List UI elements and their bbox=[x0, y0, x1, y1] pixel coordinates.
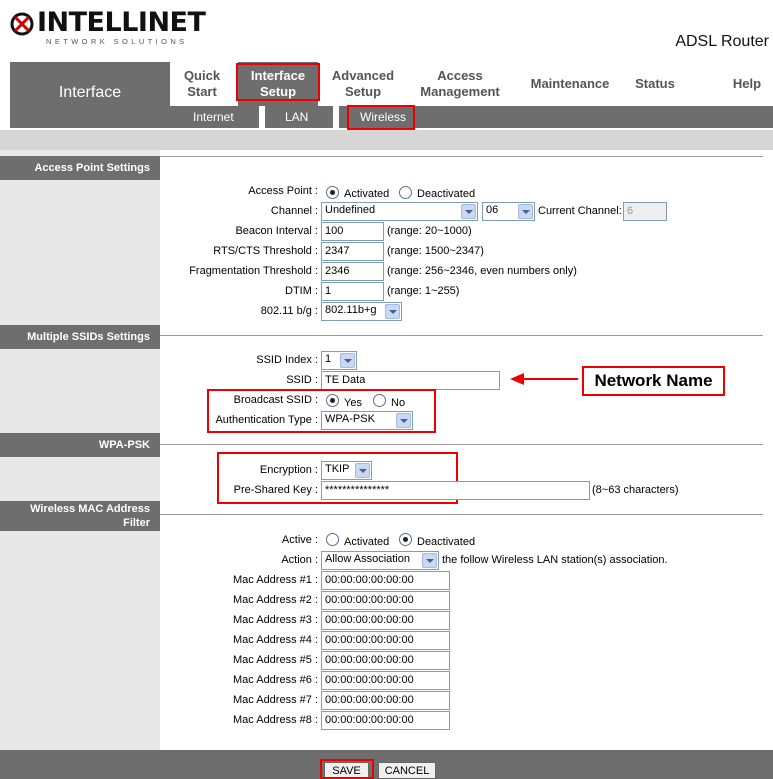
subtab-internet[interactable]: Internet bbox=[193, 110, 234, 124]
select-value: 802.11b+g bbox=[325, 304, 377, 316]
subtab-divider bbox=[259, 106, 265, 128]
auth-type-label: Authentication Type : bbox=[215, 414, 318, 426]
select-value: 06 bbox=[486, 204, 499, 216]
brand-logo bbox=[10, 6, 205, 46]
section-header-mac-filter: Wireless MAC Address Filter bbox=[0, 501, 160, 531]
fragmentation-hint: (range: 256~2346, even numbers only) bbox=[387, 265, 577, 277]
encryption-select[interactable] bbox=[321, 461, 372, 480]
dtim-label: DTIM : bbox=[285, 285, 318, 297]
content-top-band bbox=[0, 130, 773, 150]
mac-address-input[interactable]: 00:00:00:00:00:00 bbox=[321, 691, 450, 710]
beacon-interval-input[interactable]: 100 bbox=[321, 222, 384, 241]
subtab-wireless[interactable]: Wireless bbox=[360, 110, 407, 124]
rts-threshold-hint: (range: 1500~2347) bbox=[387, 245, 484, 257]
tab-label: Access bbox=[437, 68, 483, 83]
dtim-hint: (range: 1~255) bbox=[387, 285, 460, 297]
tab-help[interactable] bbox=[724, 62, 770, 106]
select-value: Undefined bbox=[325, 204, 376, 216]
section-header-multiple-ssids: Multiple SSIDs Settings bbox=[0, 325, 160, 349]
tab-maintenance[interactable] bbox=[524, 62, 616, 106]
brand-tagline: NETWORK SOLUTIONS bbox=[46, 37, 188, 46]
auth-type-select[interactable] bbox=[321, 411, 413, 430]
radio-label: Activated bbox=[344, 188, 390, 200]
section-divider bbox=[160, 514, 763, 515]
tab-label: Management bbox=[420, 84, 500, 99]
subtab-divider bbox=[333, 106, 339, 128]
tab-label: Start bbox=[187, 84, 217, 99]
chevron-down-icon bbox=[518, 204, 533, 219]
mac-filter-deactivated-radio[interactable] bbox=[399, 533, 412, 546]
ssid-label: SSID : bbox=[286, 374, 318, 386]
wireless-mode-select[interactable] bbox=[321, 302, 402, 321]
tab-label: Help bbox=[732, 76, 762, 91]
mac-address-label: Mac Address #2 : bbox=[233, 594, 318, 606]
pre-shared-key-label: Pre-Shared Key : bbox=[233, 484, 318, 496]
ssid-index-select[interactable] bbox=[321, 351, 357, 370]
chevron-down-icon bbox=[461, 204, 476, 219]
highlight-box bbox=[236, 63, 320, 101]
current-channel-label: Current Channel: bbox=[538, 205, 622, 217]
section-divider bbox=[160, 156, 763, 157]
section-divider bbox=[160, 335, 763, 336]
radio-label: Deactivated bbox=[417, 188, 476, 200]
radio-label: Activated bbox=[344, 536, 390, 548]
footer-left bbox=[0, 750, 160, 779]
section-header-wpa-psk: WPA-PSK bbox=[0, 433, 160, 457]
tab-label: Setup bbox=[344, 84, 382, 99]
channel-label: Channel : bbox=[270, 205, 318, 217]
dtim-input[interactable]: 1 bbox=[321, 282, 384, 301]
logo-icon bbox=[10, 12, 34, 36]
chevron-down-icon bbox=[340, 353, 355, 368]
mac-address-input[interactable]: 00:00:00:00:00:00 bbox=[321, 711, 450, 730]
rts-threshold-input[interactable]: 2347 bbox=[321, 242, 384, 261]
tab-label: Status bbox=[635, 76, 675, 91]
brand-name: INTELLINET bbox=[37, 7, 206, 38]
highlight-box bbox=[320, 759, 374, 779]
tab-advanced-setup[interactable] bbox=[325, 62, 401, 106]
select-value: Allow Association bbox=[325, 553, 410, 565]
access-point-deactivated-radio[interactable] bbox=[399, 186, 412, 199]
radio-label: No bbox=[391, 397, 406, 409]
access-point-activated-radio[interactable] bbox=[326, 186, 339, 199]
tab-label: Setup bbox=[259, 84, 297, 99]
mac-filter-active-label: Active : bbox=[281, 534, 318, 546]
mac-address-input[interactable]: 00:00:00:00:00:00 bbox=[321, 651, 450, 670]
tab-label: Interface bbox=[250, 68, 306, 83]
mac-action-select[interactable] bbox=[321, 551, 439, 570]
left-column bbox=[0, 150, 160, 779]
mac-address-input[interactable]: 00:00:00:00:00:00 bbox=[321, 611, 450, 630]
fragmentation-input[interactable]: 2346 bbox=[321, 262, 384, 281]
ssid-input[interactable]: TE Data bbox=[321, 371, 500, 390]
mac-address-label: Mac Address #4 : bbox=[233, 634, 318, 646]
rts-threshold-label: RTS/CTS Threshold : bbox=[213, 245, 318, 257]
channel-number-select[interactable] bbox=[482, 202, 535, 221]
mac-address-input[interactable]: 00:00:00:00:00:00 bbox=[321, 631, 450, 650]
pre-shared-key-input[interactable]: *************** bbox=[321, 481, 590, 500]
tab-quick-start[interactable] bbox=[172, 62, 232, 106]
select-value: TKIP bbox=[325, 463, 350, 475]
chevron-down-icon bbox=[422, 553, 437, 568]
broadcast-ssid-label: Broadcast SSID : bbox=[233, 394, 318, 406]
wireless-mode-label: 802.11 b/g : bbox=[260, 305, 318, 317]
tab-label: Advanced bbox=[331, 68, 395, 83]
network-name-callout: Network Name bbox=[582, 366, 725, 396]
subtab-lan[interactable]: LAN bbox=[285, 110, 309, 124]
chevron-down-icon bbox=[396, 413, 411, 428]
fragmentation-label: Fragmentation Threshold : bbox=[189, 265, 318, 277]
select-value: 1 bbox=[325, 353, 332, 365]
tab-label: Quick bbox=[183, 68, 221, 83]
broadcast-no-radio[interactable] bbox=[373, 394, 386, 407]
arrow-left-icon bbox=[508, 370, 580, 388]
mac-address-label: Mac Address #7 : bbox=[233, 694, 318, 706]
section-header-access-point: Access Point Settings bbox=[0, 156, 160, 180]
ssid-index-label: SSID Index : bbox=[256, 354, 318, 366]
section-divider bbox=[160, 444, 763, 445]
mac-address-label: Mac Address #3 : bbox=[233, 614, 318, 626]
encryption-label: Encryption : bbox=[259, 464, 318, 476]
radio-label: Yes bbox=[344, 397, 362, 409]
broadcast-yes-radio[interactable] bbox=[326, 394, 339, 407]
tab-status[interactable] bbox=[628, 62, 682, 106]
tab-label: Maintenance bbox=[530, 76, 610, 91]
footer-bar bbox=[160, 750, 773, 779]
mac-address-input[interactable]: 00:00:00:00:00:00 bbox=[321, 591, 450, 610]
nav-section-title: Interface bbox=[10, 62, 170, 128]
beacon-interval-label: Beacon Interval : bbox=[235, 225, 318, 237]
mac-address-label: Mac Address #8 : bbox=[233, 714, 318, 726]
chevron-down-icon bbox=[385, 304, 400, 319]
channel-region-select[interactable] bbox=[321, 202, 478, 221]
mac-filter-activated-radio[interactable] bbox=[326, 533, 339, 546]
pre-shared-key-hint: (8~63 characters) bbox=[592, 484, 679, 496]
mac-action-label: Action : bbox=[281, 554, 318, 566]
cancel-button[interactable]: CANCEL bbox=[378, 762, 436, 779]
radio-label: Deactivated bbox=[417, 536, 476, 548]
mac-address-label: Mac Address #5 : bbox=[233, 654, 318, 666]
product-name: ADSL Router bbox=[675, 33, 769, 50]
tab-access-management[interactable] bbox=[413, 62, 507, 106]
mac-address-input[interactable]: 00:00:00:00:00:00 bbox=[321, 671, 450, 690]
highlight-box bbox=[347, 105, 415, 130]
beacon-interval-hint: (range: 20~1000) bbox=[387, 225, 472, 237]
mac-address-label: Mac Address #6 : bbox=[233, 674, 318, 686]
chevron-down-icon bbox=[355, 463, 370, 478]
current-channel-field: 6 bbox=[623, 202, 667, 221]
mac-action-hint: the follow Wireless LAN station(s) association. bbox=[442, 554, 668, 566]
mac-address-input[interactable]: 00:00:00:00:00:00 bbox=[321, 571, 450, 590]
access-point-label: Access Point : bbox=[248, 185, 318, 197]
mac-address-label: Mac Address #1 : bbox=[233, 574, 318, 586]
select-value: WPA-PSK bbox=[325, 413, 375, 425]
save-button[interactable]: SAVE bbox=[324, 762, 369, 779]
